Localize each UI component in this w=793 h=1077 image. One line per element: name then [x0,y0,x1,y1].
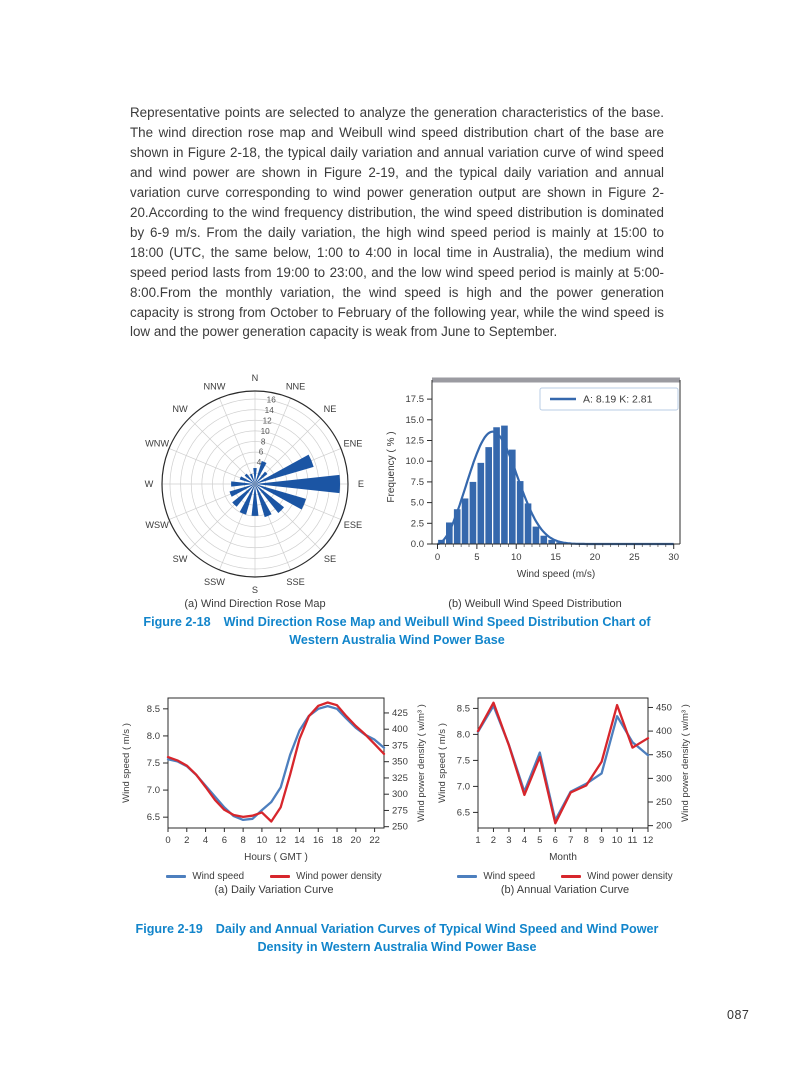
wind-speed-legend-label: Wind speed [192,871,245,882]
svg-text:12: 12 [275,835,286,846]
wind-rose-caption: (a) Wind Direction Rose Map [184,598,326,610]
weibull-distribution-chart [380,372,690,596]
svg-text:8: 8 [240,835,246,846]
svg-text:NNE: NNE [285,381,306,392]
svg-text:SW: SW [172,554,188,565]
svg-text:Wind power density ( w/m³ ): Wind power density ( w/m³ ) [416,704,427,822]
figure-2-19 [116,688,698,896]
svg-text:425: 425 [392,707,408,719]
svg-text:5.0: 5.0 [410,497,424,509]
annual-variation-block [432,688,698,896]
svg-text:8.0: 8.0 [456,729,470,741]
svg-text:6.5: 6.5 [146,812,160,824]
daily-variation-chart [116,688,432,866]
svg-text:200: 200 [656,820,672,832]
wind-power-legend-label: Wind power density [296,871,382,882]
svg-text:10.0: 10.0 [405,456,424,468]
svg-text:SSE: SSE [286,577,305,588]
svg-text:SSW: SSW [203,577,225,588]
figure-2-18 [130,372,690,610]
page-number: 087 [727,1008,750,1022]
svg-text:5: 5 [537,835,543,846]
svg-text:3: 3 [506,835,512,846]
annual-variation-chart [432,688,698,866]
svg-text:ESE: ESE [343,519,363,530]
svg-text:30: 30 [668,552,679,563]
svg-text:12.5: 12.5 [405,435,424,447]
svg-text:0: 0 [434,552,441,563]
figure-2-18-label: Figure 2-18 [143,615,211,629]
svg-text:10: 10 [256,835,268,846]
svg-text:A: 8.19 K: 2.81: A: 8.19 K: 2.81 [583,393,653,406]
svg-text:SE: SE [323,554,337,565]
svg-text:7.5: 7.5 [456,755,470,767]
svg-text:7.5: 7.5 [410,476,424,488]
daily-legend-wind-speed [166,871,244,882]
svg-text:Frequency ( % ): Frequency ( % ) [386,431,397,503]
svg-text:4: 4 [256,458,262,468]
svg-text:350: 350 [392,756,408,768]
svg-text:NE: NE [323,404,337,415]
svg-text:375: 375 [392,740,408,752]
svg-text:8.5: 8.5 [456,703,470,715]
svg-text:8.5: 8.5 [146,703,160,715]
svg-text:17.5: 17.5 [405,394,424,406]
svg-text:14: 14 [264,405,274,415]
svg-text:8: 8 [583,835,589,846]
svg-text:15.0: 15.0 [405,414,424,426]
svg-text:NW: NW [172,404,188,415]
svg-text:22: 22 [369,835,380,846]
svg-text:8: 8 [260,437,266,447]
svg-text:ENE: ENE [343,438,363,449]
svg-text:4: 4 [521,835,528,846]
figure-2-19-label: Figure 2-19 [135,922,203,936]
svg-text:11: 11 [627,835,638,846]
svg-text:6.5: 6.5 [456,807,470,819]
svg-text:450: 450 [656,702,672,714]
svg-text:1: 1 [475,835,481,846]
figure-2-18-caption [130,614,664,649]
svg-text:325: 325 [392,772,408,784]
wind-speed-dash-icon [166,875,186,878]
svg-text:400: 400 [392,724,408,736]
svg-text:25: 25 [629,552,640,563]
annual-variation-caption: (b) Annual Variation Curve [500,884,630,896]
svg-text:6: 6 [221,835,227,846]
weibull-caption: (b) Weibull Wind Speed Distribution [448,598,622,610]
wind-rose-chart [130,372,380,596]
svg-text:20: 20 [589,552,601,563]
svg-text:10: 10 [510,552,522,563]
svg-text:N: N [251,373,259,384]
svg-text:14: 14 [294,835,305,846]
weibull-block [380,372,690,610]
svg-text:5: 5 [474,552,480,563]
svg-text:4: 4 [202,835,209,846]
figure-2-19-title: Daily and Annual Variation Curves of Typical Wind Speed and Wind Power Density in Western Australia Wind Power Base [215,922,659,954]
wind-power-dash-icon [561,875,581,878]
svg-text:18: 18 [331,835,343,846]
wind-speed-legend-label: Wind speed [483,871,536,882]
svg-text:NNW: NNW [203,381,226,392]
svg-text:350: 350 [656,749,672,761]
svg-text:8.0: 8.0 [146,730,160,742]
svg-text:250: 250 [392,821,408,833]
svg-text:WNW: WNW [145,438,170,449]
svg-text:Month: Month [549,852,577,863]
wind-power-dash-icon [270,875,290,878]
daily-variation-block [116,688,432,896]
wind-power-legend-label: Wind power density [587,871,673,882]
daily-legend [166,871,381,882]
svg-text:250: 250 [656,797,672,808]
annual-legend [457,871,672,882]
svg-text:300: 300 [392,789,408,801]
svg-text:WSW: WSW [145,519,169,530]
svg-text:20: 20 [350,835,362,846]
svg-text:7: 7 [568,835,574,846]
svg-text:15: 15 [550,552,561,563]
daily-variation-caption: (a) Daily Variation Curve [214,884,334,896]
svg-text:7.5: 7.5 [146,758,160,769]
annual-legend-wind-speed [457,871,535,882]
wind-speed-dash-icon [457,875,477,878]
svg-text:2: 2 [184,835,190,846]
svg-text:0: 0 [165,835,171,846]
annual-legend-wind-power [561,871,673,882]
svg-text:16: 16 [312,835,324,846]
svg-text:Wind speed ( m/s ): Wind speed ( m/s ) [437,723,448,803]
svg-text:7.0: 7.0 [456,781,470,793]
figure-2-18-title: Wind Direction Rose Map and Weibull Wind Speed Distribution Chart of Western Australia Wind Power Base [223,615,651,647]
svg-text:6: 6 [552,835,558,846]
svg-text:275: 275 [392,805,408,817]
svg-text:9: 9 [598,835,605,846]
svg-text:Hours ( GMT ): Hours ( GMT ) [244,852,308,863]
svg-text:Wind speed ( m/s ): Wind speed ( m/s ) [121,723,132,803]
wind-rose-block [130,372,380,610]
svg-text:300: 300 [656,773,672,785]
svg-text:2: 2 [490,835,497,846]
svg-text:10: 10 [260,426,270,436]
svg-text:12: 12 [642,835,654,846]
svg-text:6: 6 [258,447,264,457]
svg-text:12: 12 [262,416,272,426]
svg-text:10: 10 [611,835,623,846]
svg-text:E: E [357,479,365,490]
svg-text:16: 16 [266,395,276,405]
svg-text:Wind speed (m/s): Wind speed (m/s) [516,569,596,580]
svg-text:Wind power density ( w/m³ ): Wind power density ( w/m³ ) [680,704,691,822]
svg-text:0.0: 0.0 [410,539,424,550]
svg-text:2.5: 2.5 [410,518,424,530]
figure-2-19-caption [130,921,664,956]
svg-text:7.0: 7.0 [146,785,160,797]
svg-text:400: 400 [656,726,672,738]
svg-text:S: S [251,585,259,596]
svg-text:W: W [144,479,154,490]
body-paragraph: Representative points are selected to analyze the generation characteristics of the base. The wind direction rose map and Weibull wind speed distribution chart of the base are shown in Figure 2-18, the typical daily variation and annual variation curve of wind speed and wind power are shown in Figure 2-19, and the typical daily variation and annual variation curve corresponding to wind power generation output are shown in Figure 2-20.According to the wind frequency distribution, the wind speed distribution is dominated by 6-9 m/s. From the daily variation, the high wind speed period is mainly at 15:00 to 18:00 (UTC, the same below, 1:00 to 4:00 in local time in Australia), the medium wind speed period lasts from 19:00 to 23:00, and the low wind speed period is mainly at 5:00-8:00.From the monthly variation, the wind speed is high and the power generation capacity is strong from October to February of the following year, while the wind speed is low and the power generation capacity is weak from June to September. [130,105,664,340]
daily-legend-wind-power [270,871,382,882]
